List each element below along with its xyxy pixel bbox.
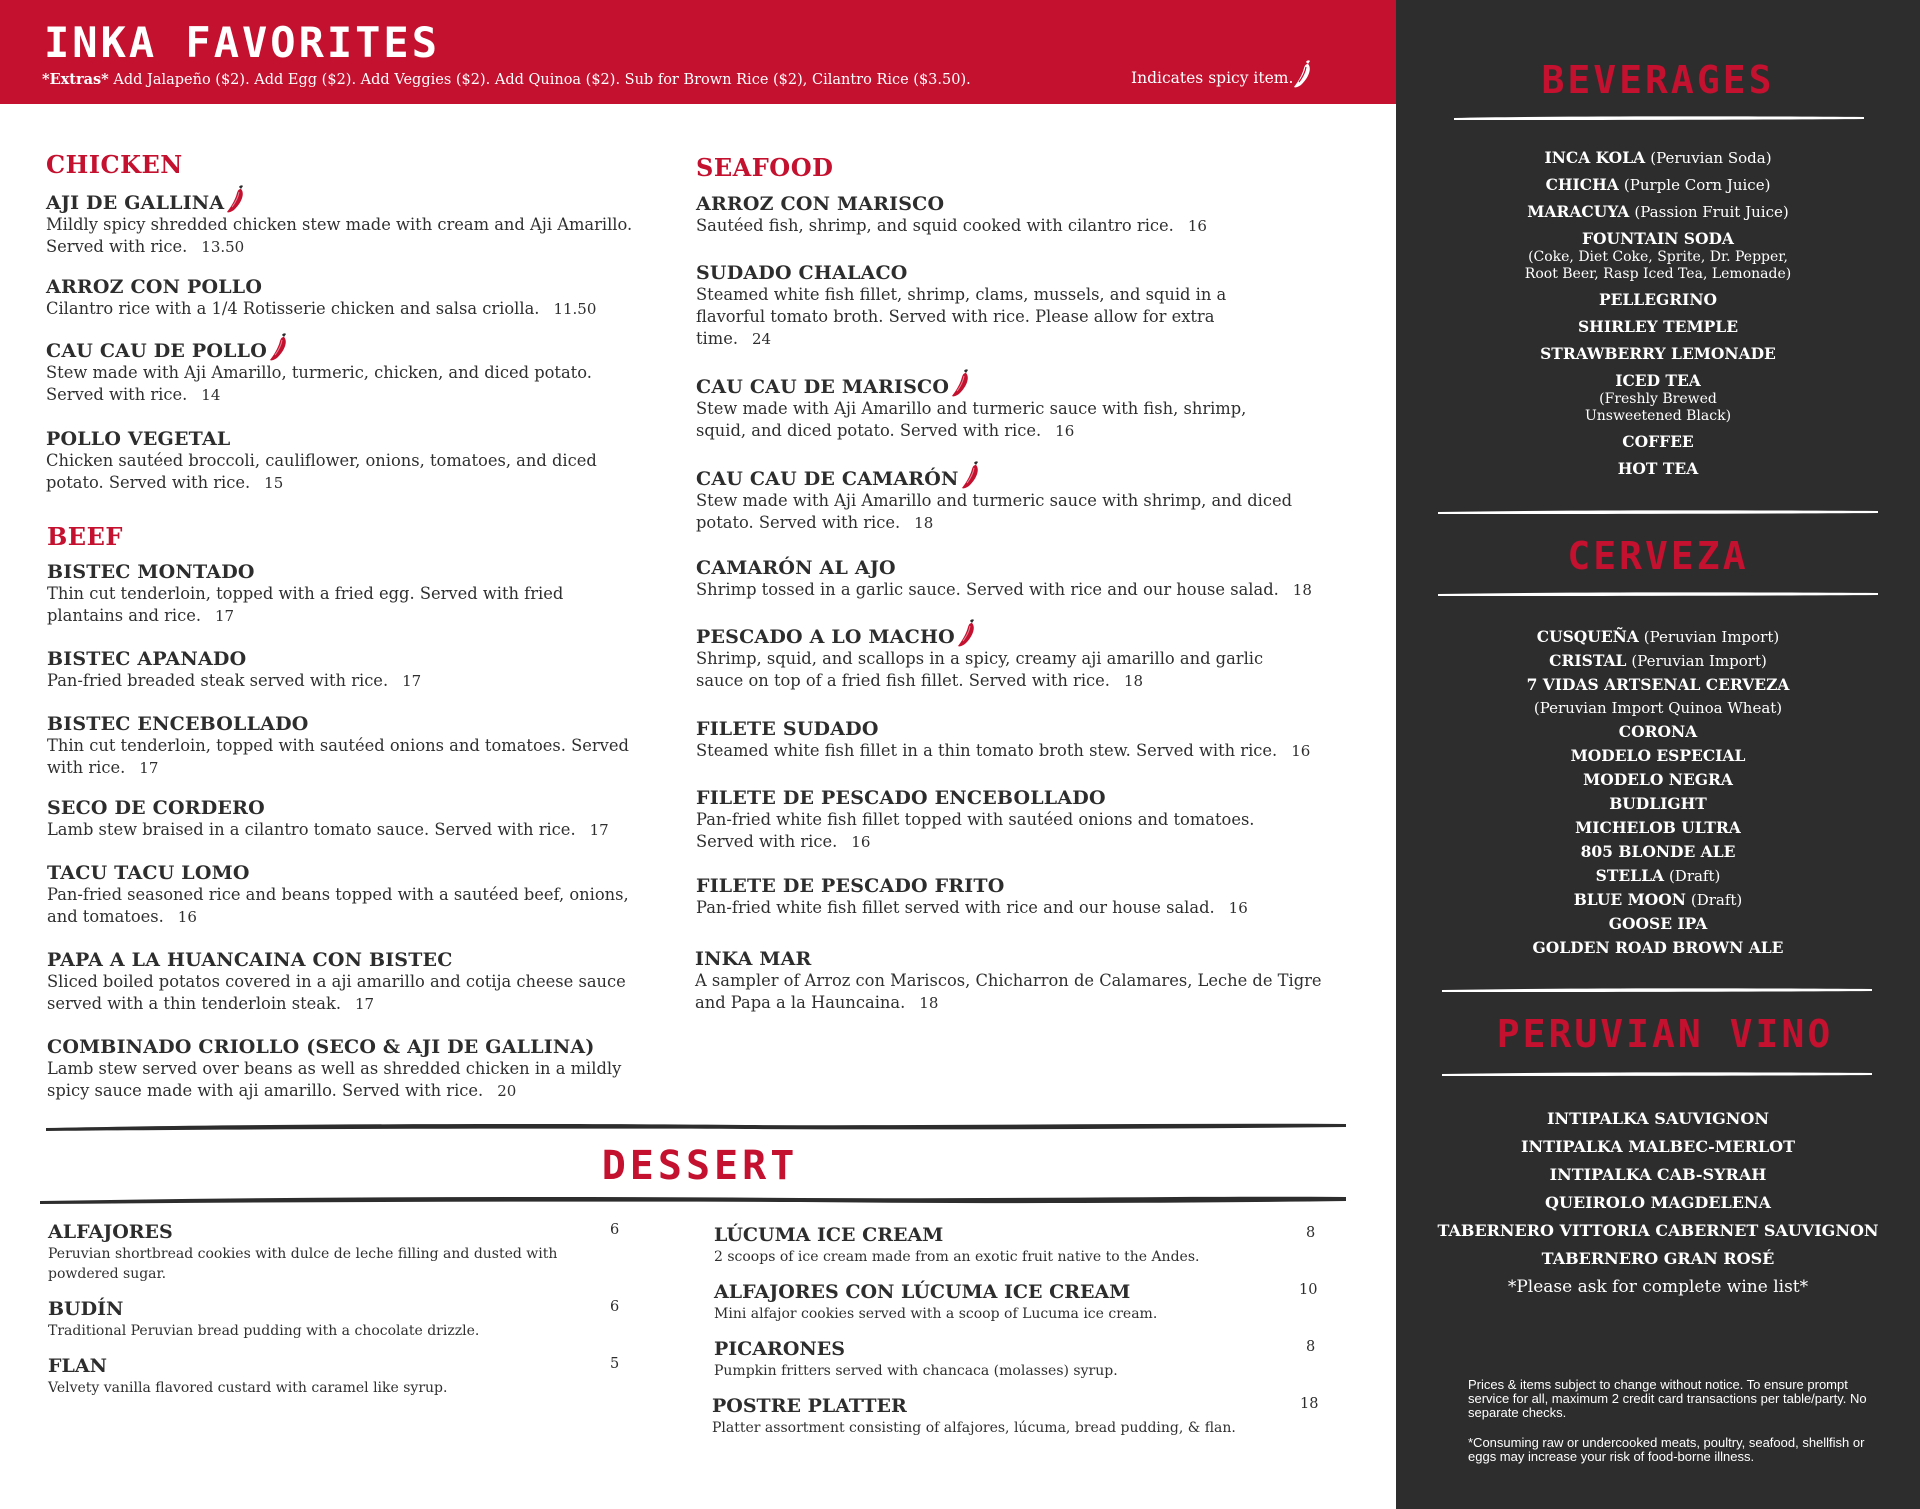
fine-print-health: *Consuming raw or undercooked meats, poultry, seafood, shellfish or eggs may increase your risk of food-borne illness. bbox=[1468, 1435, 1865, 1464]
menu-item bbox=[47, 713, 667, 779]
wine-item: INTIPALKA CAB-SYRAH bbox=[1549, 1165, 1767, 1184]
item-desc: Pan-fried white fish fillet served with rice and our house salad. bbox=[696, 898, 1215, 917]
item-desc: Pumpkin fritters served with chancaca (molasses) syrup. bbox=[714, 1363, 1118, 1379]
item-name: PICARONES bbox=[714, 1338, 845, 1360]
item-price: 16 bbox=[1228, 899, 1248, 917]
item-name: SUDADO CHALACO bbox=[696, 262, 908, 284]
item-name: ALFAJORES bbox=[48, 1221, 173, 1243]
divider bbox=[1454, 114, 1864, 122]
seafood-heading: SEAFOOD bbox=[696, 153, 834, 182]
menu-item bbox=[46, 276, 666, 320]
item-desc: Stew made with Aji Amarillo, turmeric, chicken, and diced potato. Served with rice. bbox=[46, 363, 592, 404]
cerveza-heading: CERVEZA bbox=[1567, 534, 1749, 578]
menu-item bbox=[47, 797, 667, 841]
item-desc: Cilantro rice with a 1/4 Rotisserie chicken and salsa criolla. bbox=[46, 299, 540, 318]
item-price: 17 bbox=[402, 672, 422, 690]
chili-pepper-icon bbox=[961, 460, 981, 490]
item-name: BUDÍN bbox=[48, 1298, 124, 1320]
item-name: ALFAJORES CON LÚCUMA ICE CREAM bbox=[714, 1281, 1131, 1303]
vino-heading: PERUVIAN VINO bbox=[1496, 1012, 1834, 1056]
item-price: 18 bbox=[1123, 672, 1144, 690]
beer-item: GOOSE IPA bbox=[1608, 914, 1708, 933]
menu-item bbox=[696, 460, 1296, 534]
header-banner bbox=[0, 0, 1396, 104]
item-name: ARROZ CON POLLO bbox=[46, 276, 263, 298]
item-name: CAMARÓN AL AJO bbox=[696, 557, 896, 579]
beverage-item: MARACUYA (Passion Fruit Juice) bbox=[1527, 202, 1789, 221]
drinks-panel bbox=[1396, 0, 1920, 1509]
dessert-item bbox=[712, 1394, 1322, 1438]
beverage-item: COFFEE bbox=[1622, 432, 1694, 451]
chili-pepper-icon bbox=[226, 184, 246, 214]
beverages-heading: BEVERAGES bbox=[1541, 58, 1775, 102]
extras-note bbox=[42, 71, 971, 88]
item-desc: Thin cut tenderloin, topped with a fried egg. Served with fried plantains and rice. bbox=[47, 584, 564, 625]
fine-print-policy: Prices & items subject to change without notice. To ensure prompt service for all, maximum 2 credit card transactions per table/party. No separate checks. bbox=[1468, 1377, 1867, 1420]
menu-item bbox=[46, 332, 666, 406]
item-name: BISTEC ENCEBOLLADO bbox=[47, 713, 309, 735]
item-name: POSTRE PLATTER bbox=[712, 1395, 907, 1417]
beer-item: BUDLIGHT bbox=[1609, 794, 1707, 813]
wine-item: QUEIROLO MAGDELENA bbox=[1545, 1193, 1771, 1212]
extras-label: *Extras* bbox=[42, 71, 109, 88]
menu-item bbox=[696, 262, 1276, 350]
item-price: 6 bbox=[610, 1222, 620, 1238]
item-desc: Mini alfajor cookies served with a scoop of Lucuma ice cream. bbox=[714, 1306, 1158, 1322]
item-price: 17 bbox=[215, 607, 235, 625]
item-price: 18 bbox=[1300, 1396, 1319, 1412]
item-name: FILETE SUDADO bbox=[696, 718, 879, 740]
spicy-legend bbox=[1131, 69, 1293, 87]
item-desc: Sautéed fish, shrimp, and squid cooked with cilantro rice. bbox=[696, 216, 1174, 235]
menu-item bbox=[47, 862, 667, 928]
beer-item: MICHELOB ULTRA bbox=[1575, 818, 1741, 837]
beverage-item: FOUNTAIN SODA (Coke, Diet Coke, Sprite, Dr. Pepper, Root Beer, Rasp Iced Tea, Lemonade) bbox=[1524, 229, 1792, 282]
item-price: 18 bbox=[919, 994, 939, 1012]
item-desc: Stew made with Aji Amarillo and turmeric sauce with shrimp, and diced potato. Served with rice. bbox=[696, 491, 1293, 532]
item-desc: Thin cut tenderloin, topped with sautéed onions and tomatoes. Served with rice. bbox=[47, 736, 629, 777]
menu-item bbox=[696, 787, 1296, 853]
item-name: BISTEC MONTADO bbox=[47, 561, 255, 583]
item-name: CAU CAU DE CAMARÓN bbox=[696, 468, 959, 490]
beverage-item: CHICHA (Purple Corn Juice) bbox=[1545, 175, 1771, 194]
menu-item bbox=[696, 718, 1356, 762]
beer-item: CRISTAL (Peruvian Import) bbox=[1549, 651, 1767, 670]
divider-bottom bbox=[40, 1192, 1346, 1206]
item-desc: Chicken sautéed broccoli, cauliflower, onions, tomatoes, and diced potato. Served with rice. bbox=[46, 451, 597, 492]
dessert-heading: DESSERT bbox=[601, 1143, 799, 1189]
item-name: CAU CAU DE POLLO bbox=[46, 340, 267, 362]
item-name: FLAN bbox=[48, 1355, 107, 1377]
item-desc: Shrimp tossed in a garlic sauce. Served with rice and our house salad. bbox=[696, 580, 1279, 599]
chili-pepper-icon bbox=[269, 332, 289, 362]
item-desc: Mildly spicy shredded chicken stew made with cream and Aji Amarillo. Served with rice. bbox=[46, 215, 633, 256]
item-price: 15 bbox=[264, 474, 284, 492]
menu-item bbox=[696, 618, 1296, 692]
wine-item: TABERNERO GRAN ROSÉ bbox=[1541, 1249, 1775, 1268]
menu-item bbox=[46, 184, 666, 258]
beverage-item: HOT TEA bbox=[1617, 459, 1699, 478]
item-name: COMBINADO CRIOLLO (SECO & AJI DE GALLINA) bbox=[47, 1036, 595, 1058]
item-name: INKA MAR bbox=[695, 948, 812, 970]
beer-item: 7 VIDAS ARTSENAL CERVEZA bbox=[1526, 675, 1790, 694]
item-price: 14 bbox=[201, 386, 221, 404]
dessert-item bbox=[48, 1220, 623, 1284]
item-name: LÚCUMA ICE CREAM bbox=[714, 1224, 944, 1246]
spicy-legend-text: Indicates spicy item. bbox=[1131, 69, 1294, 87]
item-desc: Pan-fried breaded steak served with rice. bbox=[47, 671, 389, 690]
item-name: ARROZ CON MARISCO bbox=[696, 193, 945, 215]
menu-item bbox=[47, 949, 667, 1015]
chili-pepper-icon bbox=[1293, 59, 1313, 89]
beverage-item: PELLEGRINO bbox=[1598, 290, 1718, 309]
item-price: 16 bbox=[1187, 217, 1207, 235]
item-price: 17 bbox=[139, 759, 159, 777]
item-price: 8 bbox=[1306, 1339, 1316, 1355]
item-price: 20 bbox=[497, 1082, 517, 1100]
divider bbox=[1442, 986, 1872, 994]
item-name: PAPA A LA HUANCAINA CON BISTEC bbox=[47, 949, 453, 971]
item-desc: Peruvian shortbread cookies with dulce de leche filling and dusted with powdered sugar. bbox=[48, 1246, 558, 1282]
beer-item: BLUE MOON (Draft) bbox=[1573, 890, 1743, 909]
extras-text: Add Jalapeño ($2). Add Egg ($2). Add Veggies ($2). Add Quinoa ($2). Sub for Brown Rice ($2), Cilantro Rice ($3.50). bbox=[113, 72, 971, 88]
item-price: 16 bbox=[1291, 742, 1311, 760]
item-price: 16 bbox=[851, 833, 871, 851]
item-price: 16 bbox=[1055, 422, 1075, 440]
item-name: FILETE DE PESCADO FRITO bbox=[696, 875, 1005, 897]
wine-item: INTIPALKA SAUVIGNON bbox=[1547, 1109, 1769, 1128]
item-name: SECO DE CORDERO bbox=[47, 797, 265, 819]
menu-item bbox=[695, 948, 1335, 1014]
item-price: 5 bbox=[610, 1356, 620, 1372]
divider bbox=[1438, 590, 1878, 598]
beverage-item: INCA KOLA (Peruvian Soda) bbox=[1544, 148, 1772, 167]
item-desc: Lamb stew braised in a cilantro tomato sauce. Served with rice. bbox=[47, 820, 576, 839]
item-desc: Steamed white fish fillet in a thin tomato broth stew. Served with rice. bbox=[696, 741, 1278, 760]
beverage-item: SHIRLEY TEMPLE bbox=[1577, 317, 1739, 336]
divider bbox=[1438, 508, 1878, 516]
item-desc: Platter assortment consisting of alfajores, lúcuma, bread pudding, & flan. bbox=[712, 1420, 1236, 1436]
menu-item bbox=[46, 428, 666, 494]
item-desc: 2 scoops of ice cream made from an exotic fruit native to the Andes. bbox=[714, 1249, 1200, 1265]
divider-top bbox=[46, 1120, 1346, 1134]
menu-item bbox=[47, 1036, 667, 1102]
beer-item: 805 BLONDE ALE bbox=[1580, 842, 1736, 861]
beer-item: MODELO ESPECIAL bbox=[1570, 746, 1746, 765]
dessert-item bbox=[714, 1223, 1314, 1267]
chicken-heading: CHICKEN bbox=[46, 150, 183, 179]
item-name: AJI DE GALLINA bbox=[46, 192, 225, 214]
item-desc: Sliced boiled potatos covered in a aji amarillo and cotija cheese sauce served with a thin tenderloin steak. bbox=[47, 972, 626, 1013]
wine-item: TABERNERO VITTORIA CABERNET SAUVIGNON bbox=[1437, 1221, 1879, 1240]
item-desc: Pan-fried seasoned rice and beans topped with a sautéed beef, onions, and tomatoes. bbox=[47, 885, 629, 926]
item-desc: Pan-fried white fish fillet topped with sautéed onions and tomatoes. Served with rice. bbox=[696, 810, 1255, 851]
item-name: FILETE DE PESCADO ENCEBOLLADO bbox=[696, 787, 1106, 809]
item-price: 17 bbox=[355, 995, 375, 1013]
item-price: 11.50 bbox=[553, 300, 597, 318]
item-price: 8 bbox=[1306, 1225, 1316, 1241]
item-desc: Shrimp, squid, and scallops in a spicy, creamy aji amarillo and garlic sauce on top of a fried fish fillet. Served with rice. bbox=[696, 649, 1264, 690]
cerveza-list bbox=[1396, 625, 1920, 960]
wine-list bbox=[1396, 1105, 1920, 1301]
item-price: 18 bbox=[914, 514, 934, 532]
beverages-list bbox=[1396, 148, 1920, 486]
dessert-item bbox=[714, 1280, 1318, 1324]
item-price: 16 bbox=[177, 908, 197, 926]
item-desc: Steamed white fish fillet, shrimp, clams, mussels, and squid in a flavorful tomato broth. Served with rice. Please allow for extra time. bbox=[696, 285, 1227, 348]
dessert-item bbox=[48, 1297, 623, 1341]
beef-heading: BEEF bbox=[47, 522, 123, 551]
item-price: 24 bbox=[752, 330, 772, 348]
item-name: PESCADO A LO MACHO bbox=[696, 626, 955, 648]
beer-item: STELLA (Draft) bbox=[1595, 866, 1721, 885]
item-price: 13.50 bbox=[201, 238, 245, 256]
item-desc: Lamb stew served over beans as well as shredded chicken in a mildly spicy sauce made with aji amarillo. Served with rice. bbox=[47, 1059, 622, 1100]
item-desc: Traditional Peruvian bread pudding with a chocolate drizzle. bbox=[48, 1323, 480, 1339]
beverage-item: ICED TEA (Freshly Brewed Unsweetened Black) bbox=[1584, 371, 1732, 424]
menu-item bbox=[696, 557, 1356, 601]
beer-item-note: (Peruvian Import Quinoa Wheat) bbox=[1533, 699, 1783, 717]
item-desc: A sampler of Arroz con Mariscos, Chicharron de Calamares, Leche de Tigre and Papa a la Hauncaina. bbox=[695, 971, 1322, 1012]
page-title: INKA FAVORITES bbox=[44, 18, 441, 67]
menu-item bbox=[696, 875, 1356, 919]
dessert-item bbox=[48, 1354, 623, 1398]
item-price: 17 bbox=[589, 821, 609, 839]
beer-item: GOLDEN ROAD BROWN ALE bbox=[1532, 938, 1784, 957]
wine-list-note: *Please ask for complete wine list* bbox=[1507, 1277, 1809, 1297]
menu-item bbox=[696, 368, 1296, 442]
wine-item: INTIPALKA MALBEC-MERLOT bbox=[1520, 1137, 1796, 1156]
dessert-item bbox=[714, 1337, 1314, 1381]
item-name: POLLO VEGETAL bbox=[46, 428, 231, 450]
item-desc: Velvety vanilla flavored custard with caramel like syrup. bbox=[48, 1380, 448, 1396]
divider bbox=[1442, 1070, 1872, 1078]
beer-item: CORONA bbox=[1618, 722, 1698, 741]
menu-item bbox=[47, 648, 667, 692]
menu-item bbox=[696, 193, 1356, 237]
beer-item: MODELO NEGRA bbox=[1583, 770, 1733, 789]
item-price: 10 bbox=[1299, 1282, 1318, 1298]
item-price: 6 bbox=[610, 1299, 620, 1315]
item-name: CAU CAU DE MARISCO bbox=[696, 376, 950, 398]
item-name: TACU TACU LOMO bbox=[47, 862, 250, 884]
chili-pepper-icon bbox=[951, 368, 971, 398]
item-desc: Stew made with Aji Amarillo and turmeric sauce with fish, shrimp, squid, and diced potato. Served with rice. bbox=[696, 399, 1247, 440]
beverage-item: STRAWBERRY LEMONADE bbox=[1540, 344, 1776, 363]
beer-item: CUSQUEÑA (Peruvian Import) bbox=[1536, 627, 1780, 646]
chili-pepper-icon bbox=[957, 618, 977, 648]
item-price: 18 bbox=[1292, 581, 1312, 599]
item-name: BISTEC APANADO bbox=[47, 648, 247, 670]
menu-item bbox=[47, 561, 667, 627]
